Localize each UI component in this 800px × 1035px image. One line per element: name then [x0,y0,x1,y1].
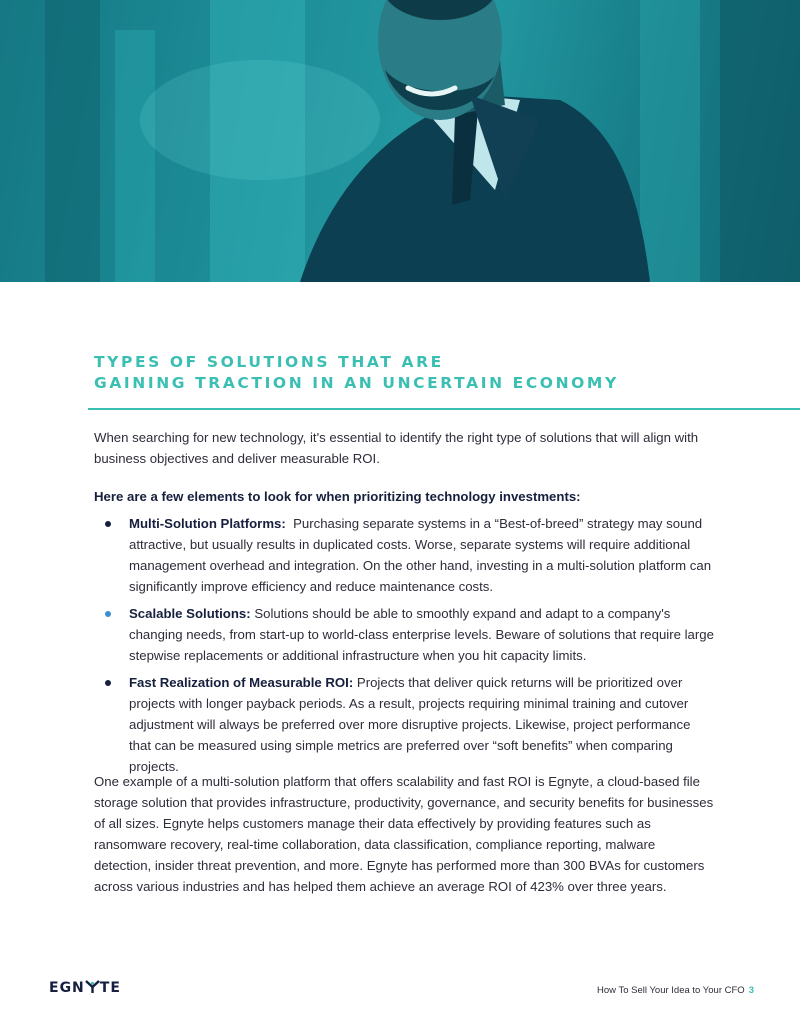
list-item-scalable-solutions [94,603,714,666]
bullets-lead-in: Here are a few elements to look for when prioritizing technology investments: [94,489,581,504]
bullet-dot-icon [105,611,111,617]
section-heading-line-2: GAINING TRACTION IN AN UNCERTAIN ECONOMY [94,374,619,392]
bullet-text: Projects that deliver quick returns will be prioritized over projects with longer payback periods. As a result, projects requiring minimal training and cutover adjustment will always be preferred over more disruptive projects. Likewise, project performance that can be measured using simple metrics are preferred over “soft benefits” when comparing projects. [129,675,691,774]
egnyte-logo [49,980,121,996]
bullet-term: Multi-Solution Platforms: [129,516,286,531]
bullet-dot-icon [105,680,111,686]
bullet-dot-icon [105,521,111,527]
businessman-photo-illustration [0,0,800,282]
section-heading [94,352,714,394]
bullet-text: Solutions should be able to smoothly expand and adapt to a company's changing needs, from start-up to world-class enterprise levels. Beware of solutions that require large stepwise replacements or additional infrastructure when you hit capacity limits. [129,606,714,663]
list-item-multi-solution-platforms [94,513,714,597]
bullet-term: Scalable Solutions: [129,606,251,621]
intro-paragraph: When searching for new technology, it's essential to identify the right type of solutions that will align with business objectives and deliver measurable ROI. [94,430,699,466]
section-heading-line-1: TYPES OF SOLUTIONS THAT ARE [94,353,444,371]
list-item-fast-realization-roi [94,672,714,777]
logo-text-right: TE [99,980,121,996]
page-footer [597,985,754,996]
closing-paragraph: One example of a multi-solution platform that offers scalability and fast ROI is Egnyte, a cloud-based file storage solution that provides infrastructure, productivity, governance, and security benefits for businesses of all sizes. Egnyte helps customers manage their data effectively by providing features such as ransomware recovery, real-time collaboration, data classification, compliance reporting, malware detection, insider threat prevention, and more. Egnyte has performed more than 300 BVAs for customers across various industries and has helped them achieve an average ROI of 423% over three years. [94,774,714,894]
footer-doc-title: How To Sell Your Idea to Your CFO [597,985,745,996]
hero-photo [0,0,800,282]
logo-text-left: EGN [49,980,85,996]
bullet-text: Purchasing separate systems in a “Best-of-breed” strategy may sound attractive, but usually results in duplicated costs. Worse, separate systems will require additional management overhead and integration. On the other hand, investing in a multi-solution platform can significantly improve efficiency and reduce maintenance costs. [129,516,712,594]
bullet-term: Fast Realization of Measurable ROI: [129,675,354,690]
page-number: 3 [748,985,754,996]
heading-divider [88,408,800,410]
elements-list [94,513,714,783]
logo-y-mark-icon [85,980,100,994]
